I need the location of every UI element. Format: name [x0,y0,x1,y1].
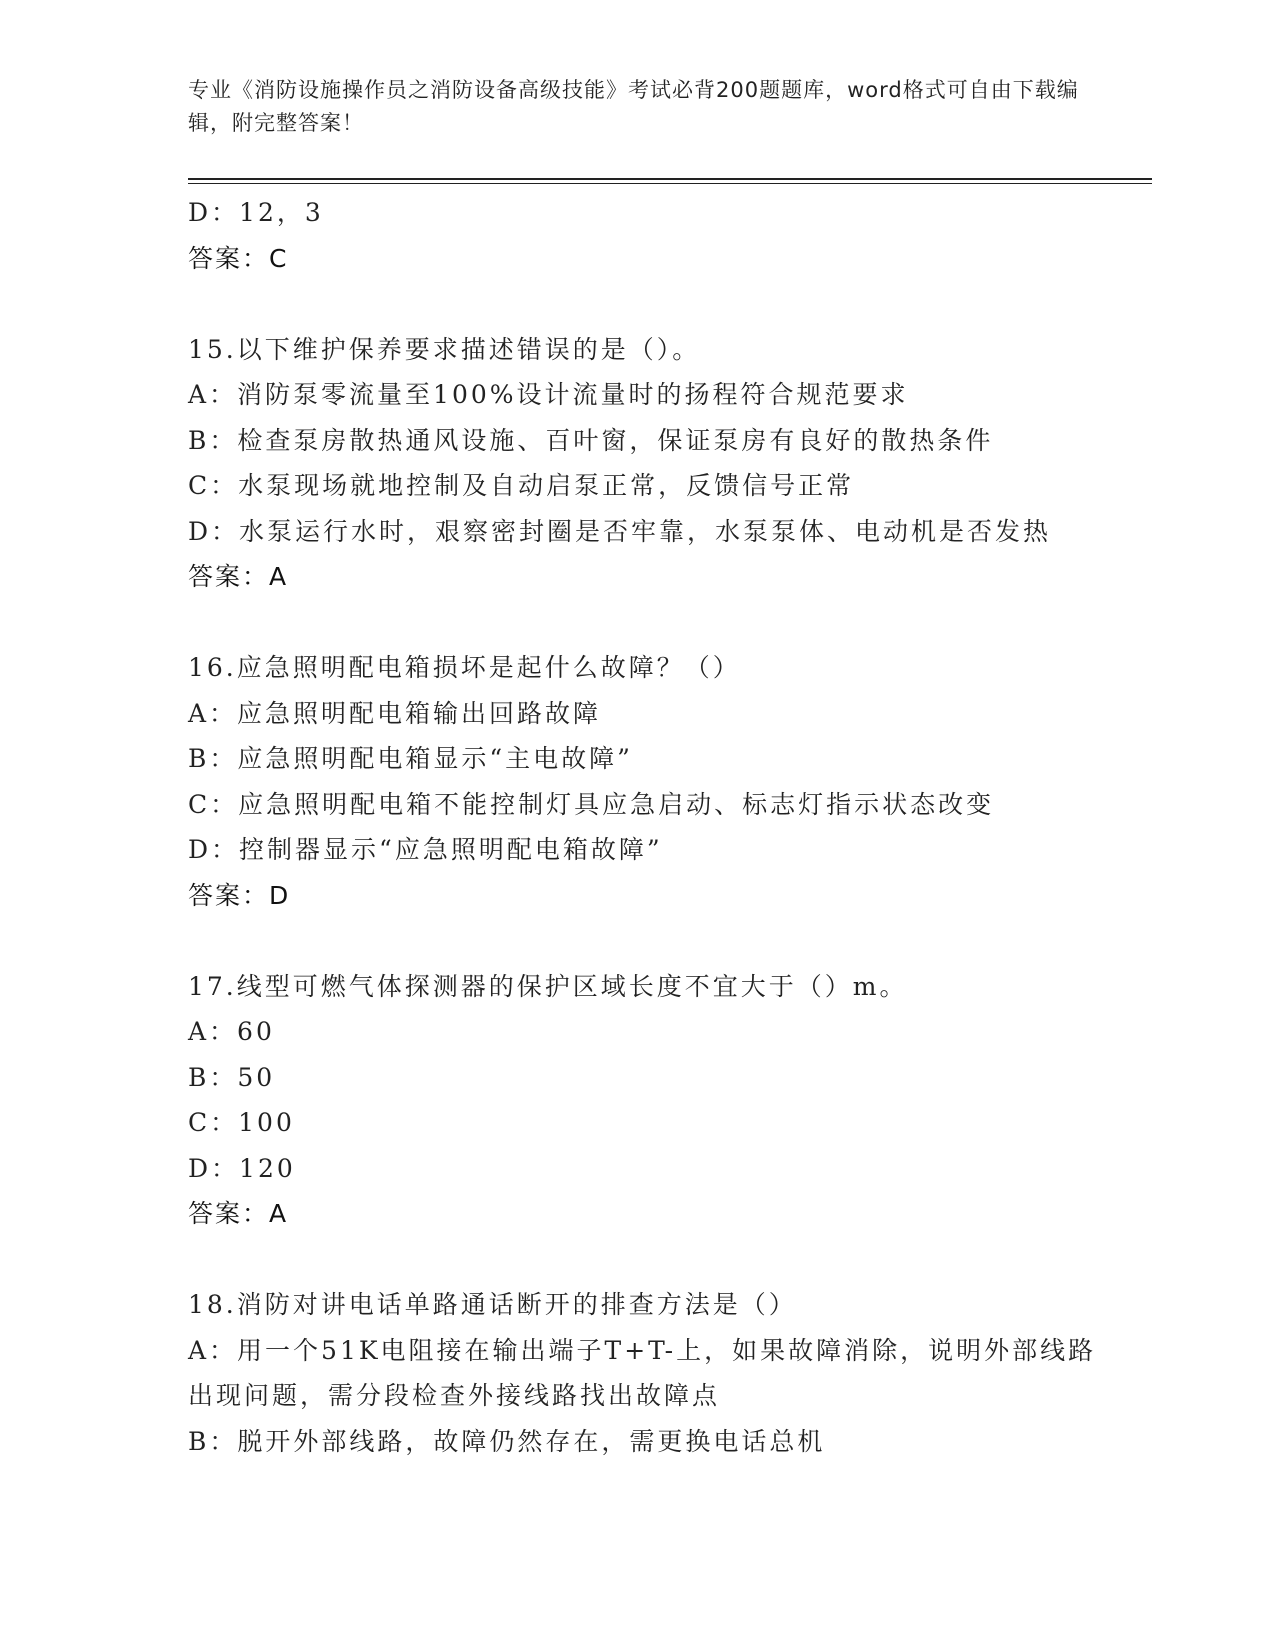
option-b: B：应急照明配电箱显示“主电故障” [188,744,633,773]
option-d: D：120 [188,1153,296,1183]
question-stem: 15.以下维护保养要求描述错误的是（）。 [188,334,701,364]
header-rule-thin [188,183,1152,184]
previous-question-tail [188,190,1108,281]
answer-label: 答案：C [188,243,289,273]
option-c: C：应急照明配电箱不能控制灯具应急启动、标志灯指示状态改变 [188,789,995,819]
option-c: C：100 [188,1108,295,1137]
option-d: D：12，3 [188,198,324,227]
option-c: C：水泵现场就地控制及自动启泵正常，反馈信号正常 [188,471,855,500]
option-a: A：用一个51K电阻接在输出端子T+T-上，如果故障消除，说明外部线路出现问题，需分段检查外接线路找出故障点 [188,1335,1097,1410]
question-16 [188,645,1108,918]
spacer [188,281,1108,327]
document-header: 专业《消防设施操作员之消防设备高级技能》考试必背200题题库，word格式可自由下载编辑，附完整答案！ [188,78,1079,135]
question-18 [188,1282,1108,1464]
option-a: A：60 [188,1017,275,1046]
option-b: B：50 [188,1062,276,1092]
option-d: D：水泵运行水时，艰察密封圈是否牢靠，水泵泵体、电动机是否发热 [188,516,1052,546]
question-15 [188,327,1108,600]
option-b: B：脱开外部线路，故障仍然存在，需更换电话总机 [188,1426,826,1456]
spacer [188,1237,1108,1283]
option-b: B：检查泵房散热通风设施、百叶窗，保证泵房有良好的散热条件 [188,425,994,455]
spacer [188,600,1108,646]
question-content [188,190,1108,1464]
question-stem: 17.线型可燃气体探测器的保护区域长度不宜大于（）m。 [188,971,908,1001]
question-stem: 18.消防对讲电话单路通话断开的排查方法是（） [188,1290,797,1319]
option-a: A：消防泵零流量至100%设计流量时的扬程符合规范要求 [188,380,909,409]
question-stem: 16.应急照明配电箱损坏是起什么故障？（） [188,653,741,682]
option-a: A：应急照明配电箱输出回路故障 [188,698,602,728]
header-rule-thick [188,178,1152,180]
answer-label: 答案：D [188,880,291,910]
option-d: D：控制器显示“应急照明配电箱故障” [188,835,663,864]
spacer [188,918,1108,964]
answer-label: 答案：A [188,562,289,591]
answer-label: 答案：A [188,1199,289,1228]
question-17 [188,964,1108,1237]
